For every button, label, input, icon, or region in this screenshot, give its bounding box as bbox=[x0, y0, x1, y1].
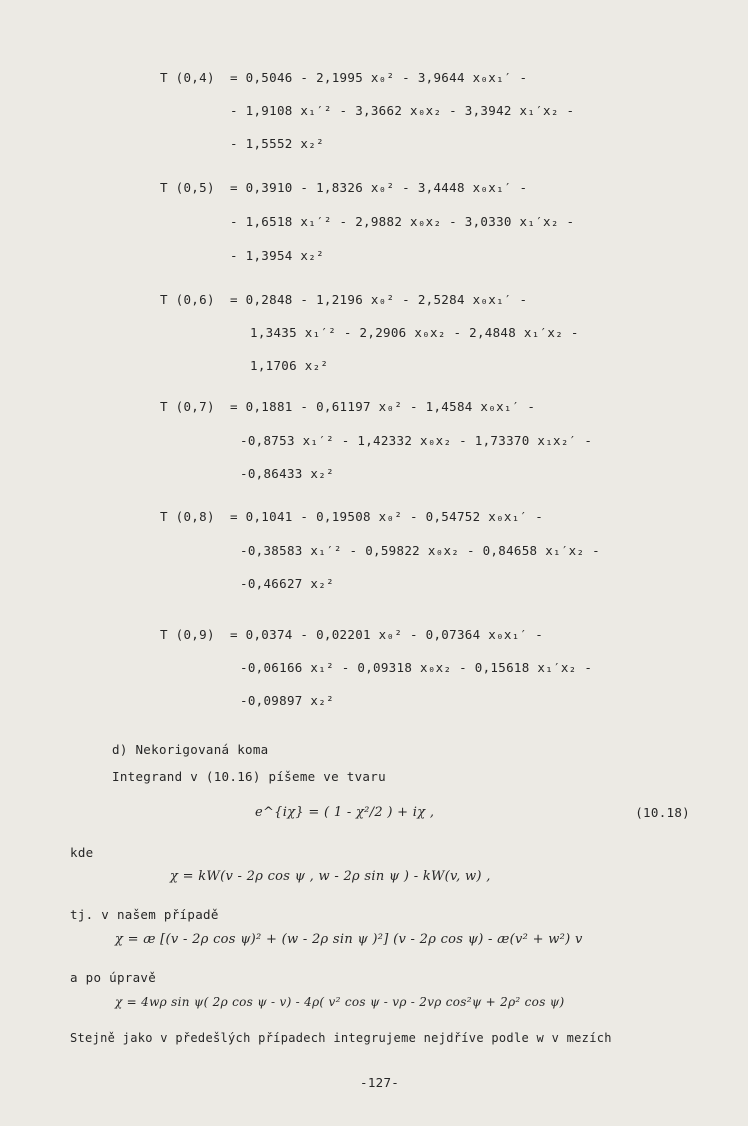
eq-line: -0,46627 x₂² bbox=[240, 576, 334, 591]
eq-line: = 0,1881 - 0,61197 x₀² - 1,4584 x₀x₁′ - bbox=[230, 399, 536, 414]
equation: χ = æ [(v - 2ρ cos ψ)² + (w - 2ρ sin ψ )²] (v - 2ρ cos ψ) - æ(v² + w²) v bbox=[115, 932, 583, 947]
equation: χ = 4wρ sin ψ( 2ρ cos ψ - v) - 4ρ( v² cos ψ - vρ - 2vρ cos²ψ + 2ρ² cos ψ) bbox=[115, 995, 565, 1009]
paragraph: kde bbox=[70, 845, 94, 860]
eq-label: T (0,5) bbox=[160, 180, 215, 195]
eq-line: 1,3435 x₁′² - 2,2906 x₀x₂ - 2,4848 x₁′x₂ - bbox=[250, 325, 579, 340]
eq-line: 1,1706 x₂² bbox=[250, 358, 329, 373]
eq-line: = 0,2848 - 1,2196 x₀² - 2,5284 x₀x₁′ - bbox=[230, 292, 528, 307]
eq-line: - 1,3954 x₂² bbox=[230, 248, 324, 263]
eq-line: -0,06166 x₁² - 0,09318 x₀x₂ - 0,15618 x₁′x₂ - bbox=[240, 660, 593, 675]
eq-label: T (0,7) bbox=[160, 399, 215, 414]
eq-line: - 1,9108 x₁′² - 3,3662 x₀x₂ - 3,3942 x₁′x₂ - bbox=[230, 103, 575, 118]
eq-label: T (0,6) bbox=[160, 292, 215, 307]
eq-line: -0,86433 x₂² bbox=[240, 466, 334, 481]
eq-line: - 1,6518 x₁′² - 2,9882 x₀x₂ - 3,0330 x₁′x₂ - bbox=[230, 214, 575, 229]
eq-line: - 1,5552 x₂² bbox=[230, 136, 324, 151]
eq-line: = 0,3910 - 1,8326 x₀² - 3,4448 x₀x₁′ - bbox=[230, 180, 528, 195]
eq-line: -0,09897 x₂² bbox=[240, 693, 334, 708]
equation: χ = kW(v - 2ρ cos ψ , w - 2ρ sin ψ ) - kW(v, w) , bbox=[170, 869, 491, 884]
eq-line: = 0,0374 - 0,02201 x₀² - 0,07364 x₀x₁′ - bbox=[230, 627, 544, 642]
eq-line: -0,8753 x₁′² - 1,42332 x₀x₂ - 1,73370 x₁x₂′ - bbox=[240, 433, 593, 448]
paragraph: Stejně jako v předešlých případech integrujeme nejdříve podle w v mezích bbox=[70, 1031, 612, 1045]
equation-number: (10.18) bbox=[635, 805, 690, 820]
paragraph: a po úpravě bbox=[70, 970, 157, 985]
eq-label: T (0,4) bbox=[160, 70, 215, 85]
equation-10-18: e^{iχ} = ( 1 - χ²/2 ) + iχ , bbox=[255, 805, 435, 820]
paragraph: Integrand v (10.16) píšeme ve tvaru bbox=[112, 769, 386, 784]
eq-label: T (0,8) bbox=[160, 509, 215, 524]
page-number: -127- bbox=[360, 1075, 400, 1090]
eq-line: -0,38583 x₁′² - 0,59822 x₀x₂ - 0,84658 x₁′x₂ - bbox=[240, 543, 600, 558]
eq-line: = 0,5046 - 2,1995 x₀² - 3,9644 x₀x₁′ - bbox=[230, 70, 528, 85]
section-heading: d) Nekorigovaná koma bbox=[112, 742, 269, 757]
paragraph: tj. v našem případě bbox=[70, 907, 219, 922]
eq-line: = 0,1041 - 0,19508 x₀² - 0,54752 x₀x₁′ - bbox=[230, 509, 544, 524]
eq-label: T (0,9) bbox=[160, 627, 215, 642]
